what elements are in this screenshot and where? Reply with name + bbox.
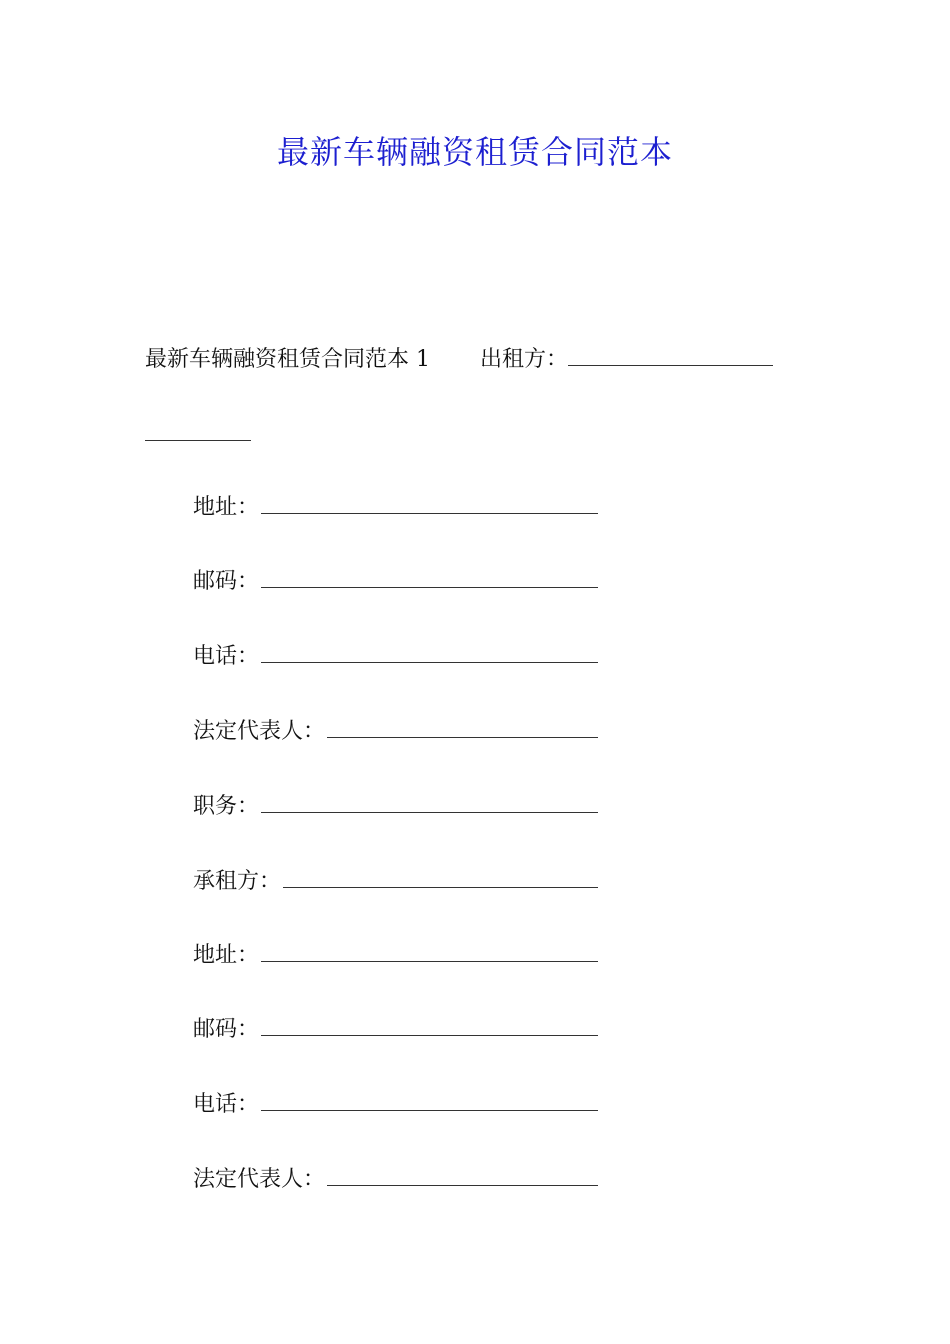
blank-line (327, 715, 598, 738)
lessee-address-field (193, 936, 598, 976)
lessor-blank-line (568, 345, 773, 366)
blank-line (261, 640, 598, 663)
blank-line (261, 1013, 598, 1036)
field-label: 承租方： (193, 869, 282, 894)
field-label: 电话： (193, 1092, 260, 1117)
lessor-blank-continuation (145, 440, 251, 441)
lessee-legal-rep-field (193, 1160, 598, 1200)
lessor-postcode-field (193, 562, 598, 602)
field-label: 法定代表人： (193, 1167, 326, 1192)
lessor-position-field (193, 787, 598, 827)
intro-line (145, 340, 773, 380)
lessee-field (193, 862, 598, 902)
field-label: 职务： (193, 794, 260, 819)
blank-line (261, 491, 598, 514)
blank-line (261, 565, 598, 588)
lessee-phone-field (193, 1085, 598, 1125)
field-label: 邮码： (193, 569, 260, 594)
lessor-legal-rep-field (193, 712, 598, 752)
lessor-address-field (193, 488, 598, 528)
field-label: 电话： (193, 644, 260, 669)
blank-line (261, 1088, 598, 1111)
field-label: 地址： (193, 943, 260, 968)
lessor-phone-field (193, 637, 598, 677)
blank-line (283, 865, 598, 888)
lessor-label: 出租方： (480, 347, 569, 372)
blank-line (261, 790, 598, 813)
blank-line (261, 939, 598, 962)
field-label: 法定代表人： (193, 719, 326, 744)
blank-line (327, 1163, 598, 1186)
lessee-postcode-field (193, 1010, 598, 1050)
document-title: 最新车辆融资租赁合同范本 (276, 133, 673, 171)
contract-heading: 最新车辆融资租赁合同范本 1 (145, 347, 430, 372)
field-label: 地址： (193, 495, 260, 520)
field-label: 邮码： (193, 1017, 260, 1042)
